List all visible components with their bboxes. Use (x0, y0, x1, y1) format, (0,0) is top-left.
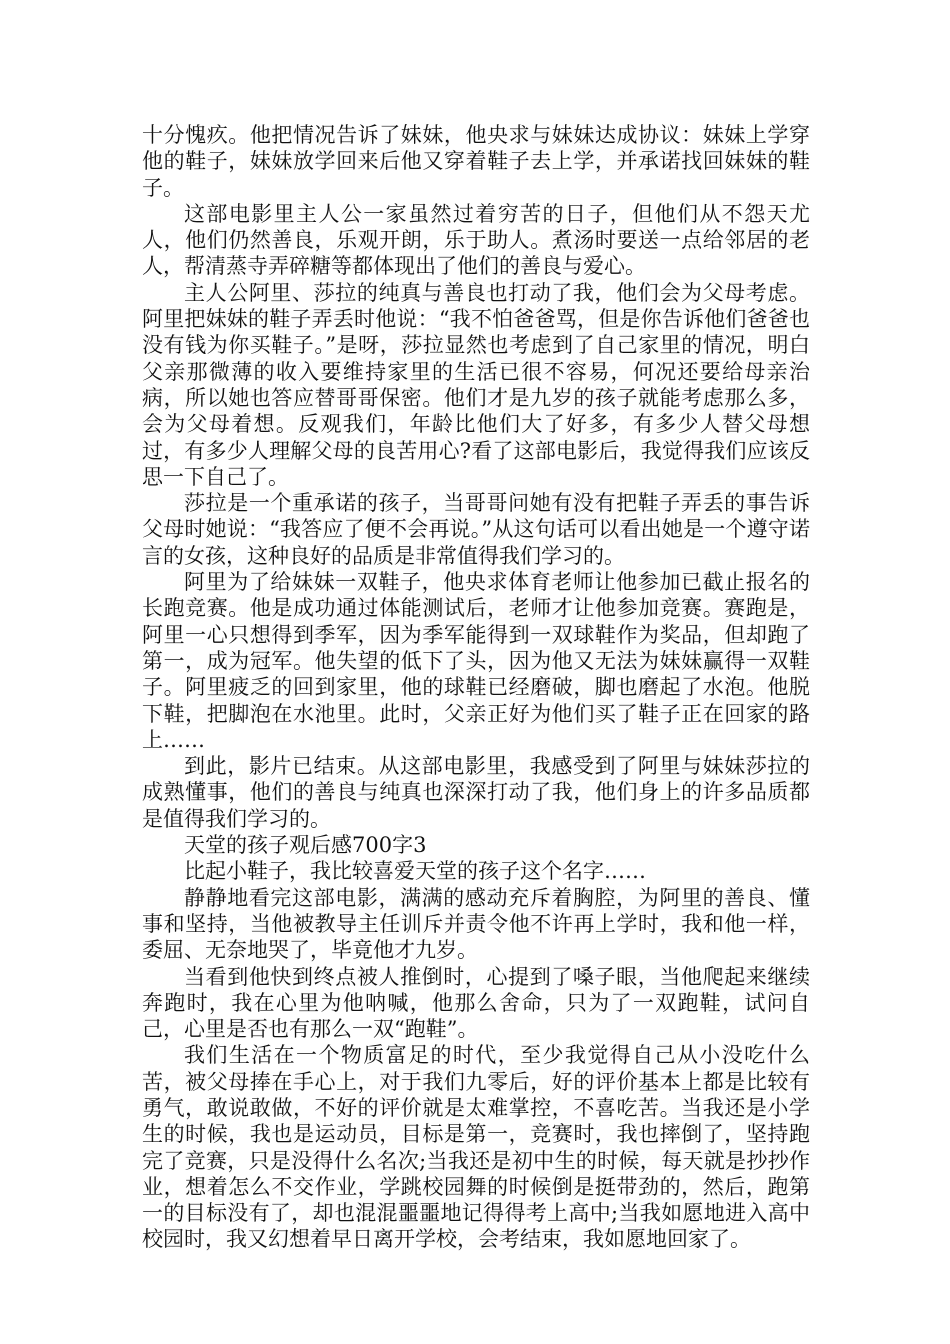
document-body (142, 122, 810, 1253)
paragraph: 主人公阿里、莎拉的纯真与善良也打动了我，他们会为父母考虑。阿里把妹妹的鞋子弄丢时他说：“我不怕爸爸骂，但是你告诉他们爸爸也没有钱为你买鞋子。”是呀，莎拉显然也考虑到了自己家里的情况，明白父亲那微薄的收入要维持家里的生活已很不容易，何况还要给母亲治病，所以她也答应替哥哥保密。他们才是九岁的孩子就能考虑那么多，会为父母着想。反观我们，年龄比他们大了好多，有多少人替父母想过，有多少人理解父母的良苦用心?看了这部电影后，我觉得我们应该反思一下自己了。 (142, 280, 810, 489)
paragraph: 静静地看完这部电影，满满的感动充斥着胸腔，为阿里的善良、懂事和坚持，当他被教导主任训斥并责令他不许再上学时，我和他一样，委屈、无奈地哭了，毕竟他才九岁。 (142, 885, 810, 963)
paragraph: 十分愧疚。他把情况告诉了妹妹，他央求与妹妹达成协议：妹妹上学穿他的鞋子，妹妹放学回来后他又穿着鞋子去上学，并承诺找回妹妹的鞋子。 (142, 123, 810, 200)
paragraph: 到此，影片已结束。从这部电影里，我感受到了阿里与妹妹莎拉的成熟懂事，他们的善良与纯真也深深打动了我，他们身上的许多品质都是值得我们学习的。 (142, 754, 810, 831)
paragraph: 这部电影里主人公一家虽然过着穷苦的日子，但他们从不怨天尤人，他们仍然善良，乐观开朗，乐于助人。煮汤时要送一点给邻居的老人，帮清蒸寺弄碎糖等都体现出了他们的善良与爱心。 (142, 201, 810, 279)
section-heading: 天堂的孩子观后感700字3 (184, 833, 427, 858)
paragraph: 比起小鞋子，我比较喜爱天堂的孩子这个名字…… (184, 859, 646, 884)
paragraph: 莎拉是一个重承诺的孩子，当哥哥问她有没有把鞋子弄丢的事告诉父母时她说：“我答应了便不会再说。”从这句话可以看出她是一个遵守诺言的女孩，这种良好的品质是非常值得我们学习的。 (142, 491, 810, 568)
paragraph: 我们生活在一个物质富足的时代，至少我觉得自己从小没吃什么苦，被父母捧在手心上，对于我们九零后，好的评价基本上都是比较有勇气，敢说敢做，不好的评价就是太难掌控，不喜吃苦。当我还是小学生的时候，我也是运动员，目标是第一，竞赛时，我也摔倒了，坚持跑完了竞赛，只是没得什么名次;当我还是初中生的时候，每天就是抄抄作业，想着怎么不交作业，学跳校园舞的时候倒是挺带劲的，然后，跑第一的目标没有了，却也混混噩噩地记得得考上高中;当我如愿地进入高中校园时，我又幻想着早日离开学校，会考结束，我如愿地回家了。 (142, 1043, 810, 1252)
paragraph: 当看到他快到终点被人推倒时，心提到了嗓子眼，当他爬起来继续奔跑时，我在心里为他呐喊，他那么舍命，只为了一双跑鞋，试问自己，心里是否也有那么一双“跑鞋”。 (142, 964, 810, 1042)
paragraph: 阿里为了给妹妹一双鞋子，他央求体育老师让他参加已截止报名的长跑竞赛。他是成功通过体能测试后，老师才让他参加竞赛。赛跑是，阿里一心只想得到季军，因为季军能得到一双球鞋作为奖品，但却跑了第一，成为冠军。他失望的低下了头，因为他又无法为妹妹赢得一双鞋子。阿里疲乏的回到家里，他的球鞋已经磨破，脚也磨起了水泡。他脱下鞋，把脚泡在水池里。此时，父亲正好为他们买了鞋子正在回家的路上…… (142, 570, 810, 752)
